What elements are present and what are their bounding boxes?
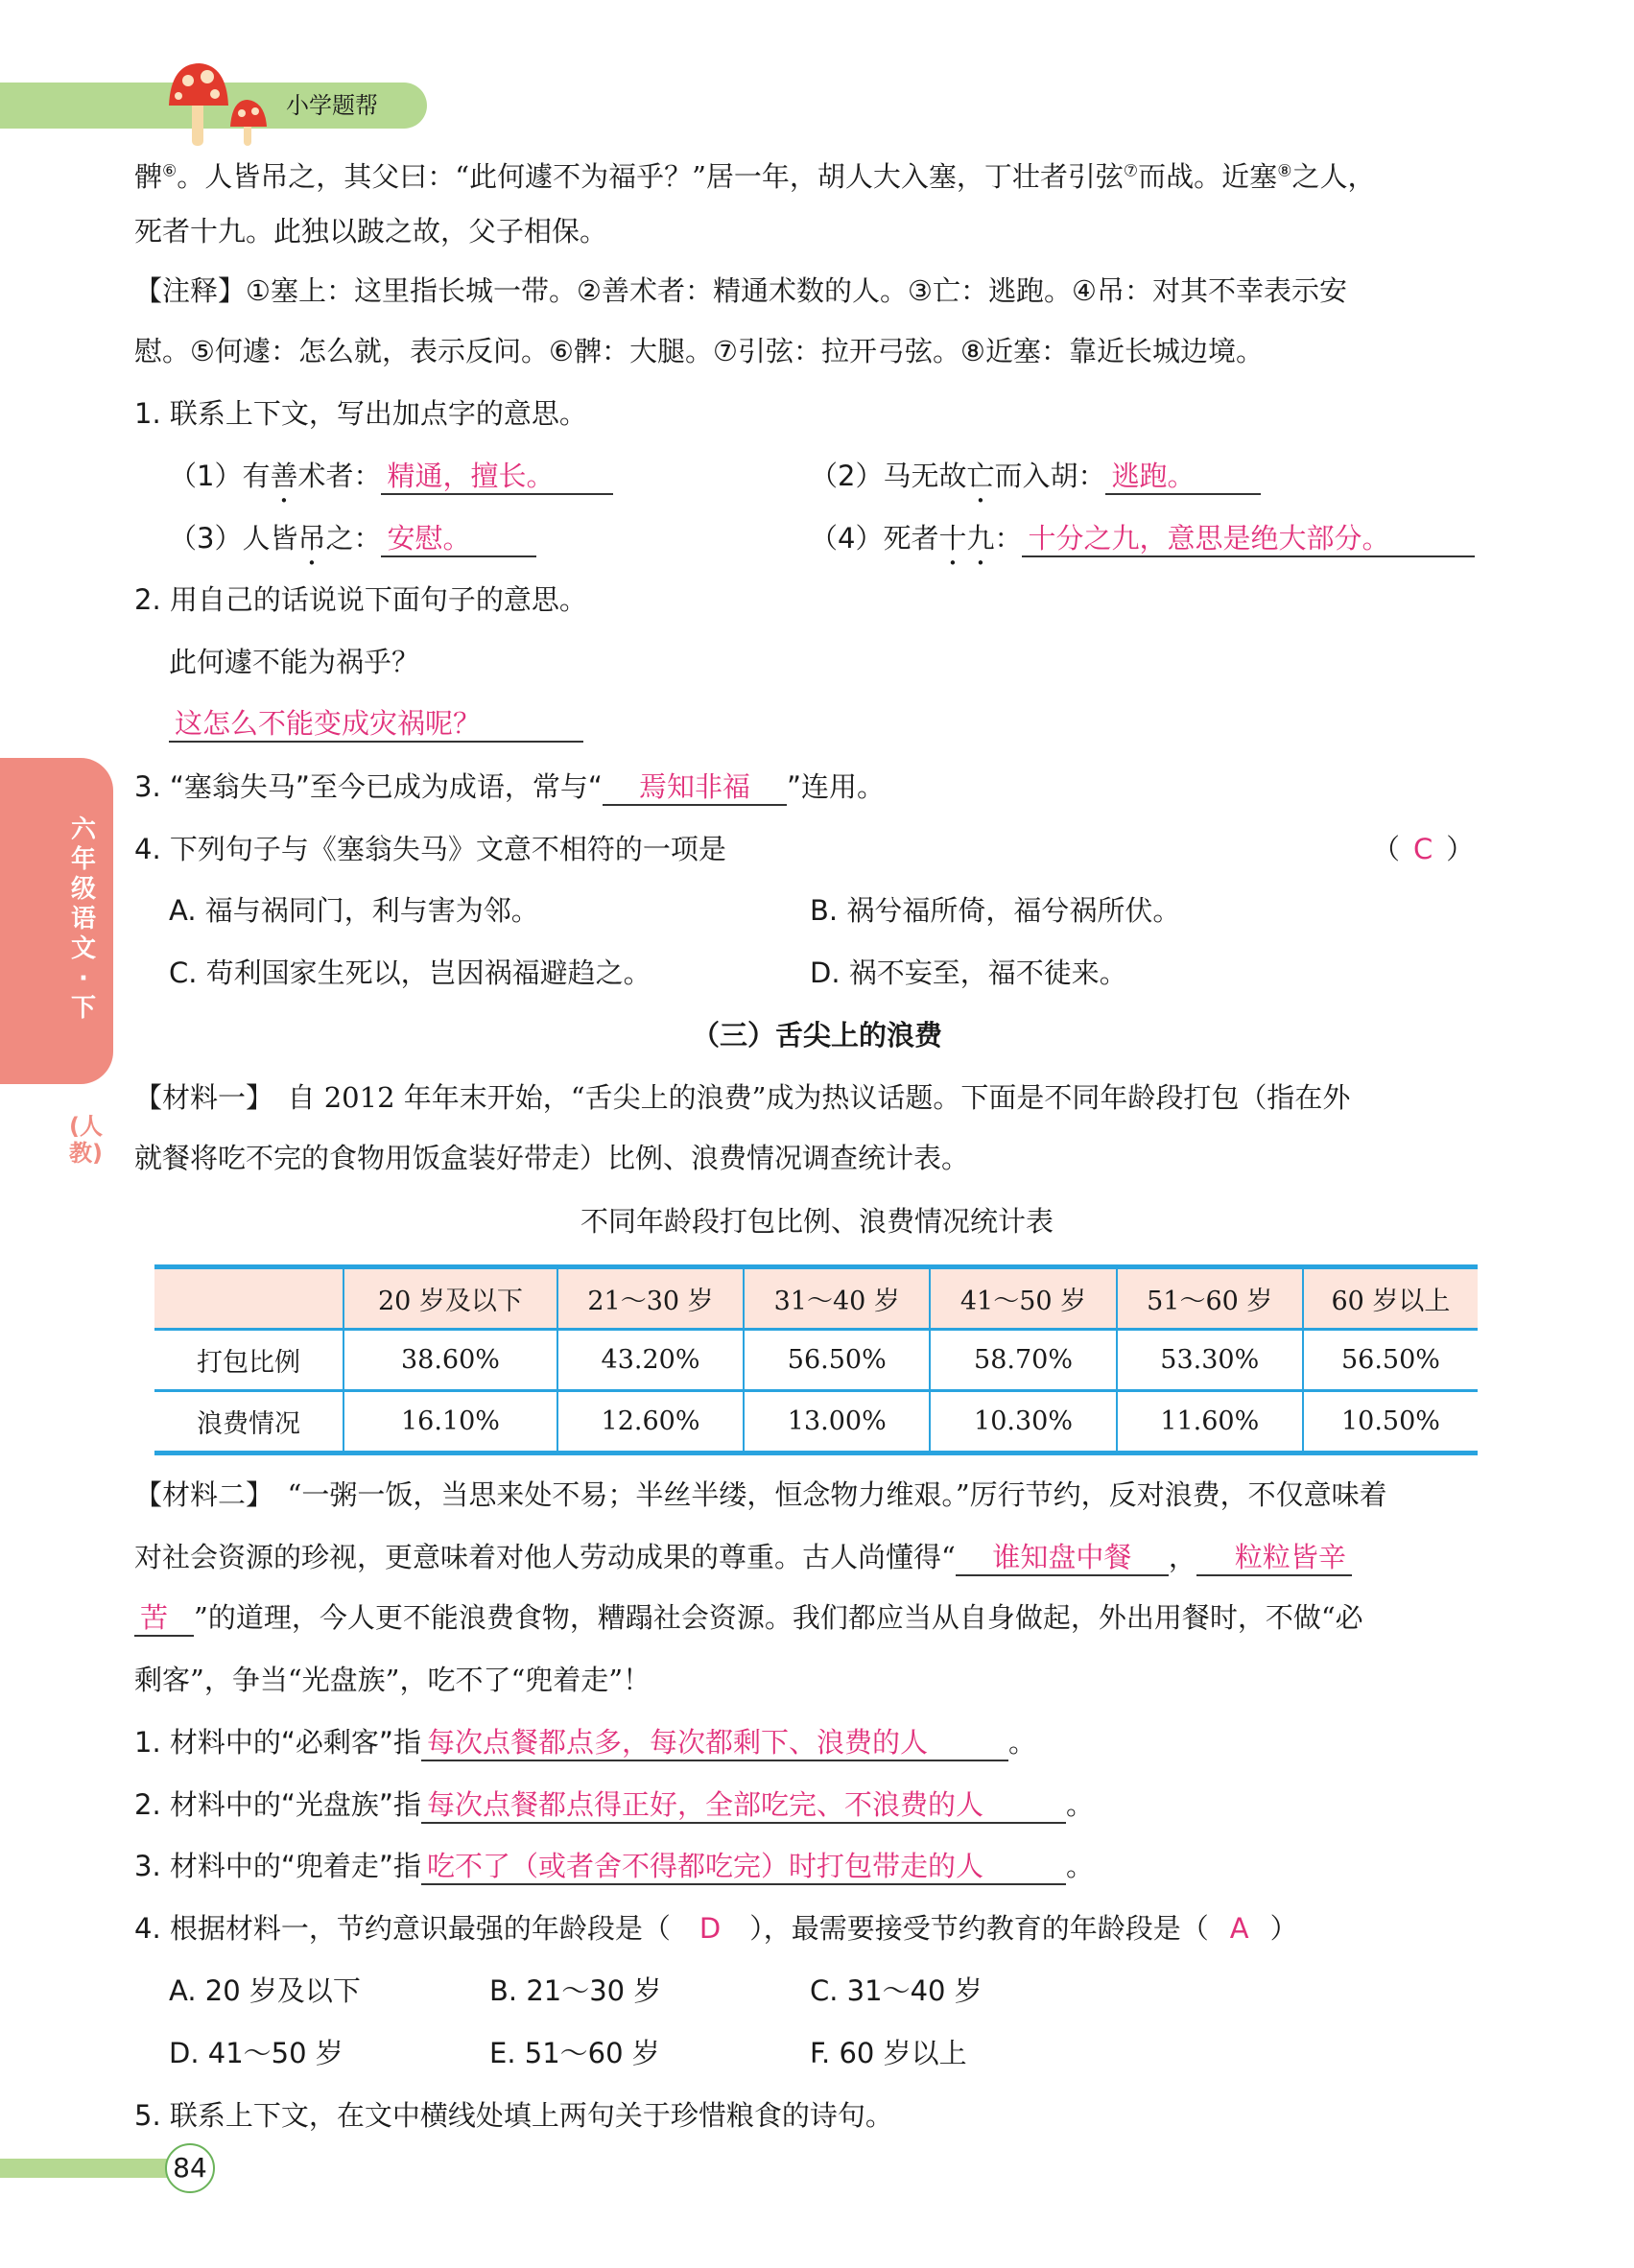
q1-item-1: （1）有善术者： 精通，擅长。: [169, 455, 613, 497]
footnote-ref: ⑥: [162, 161, 178, 181]
mq4-option: C. 31～40 岁: [810, 1974, 983, 2007]
table-title: 不同年龄段打包比例、浪费情况统计表: [580, 1205, 1054, 1238]
answer-field[interactable]: 每次点餐都点得正好，全部吃完、不浪费的人: [421, 1787, 1066, 1824]
grade-label: 六年级语文·下: [70, 815, 96, 1023]
text: 之人，: [1291, 160, 1376, 193]
mq4-option: E. 51～60 岁: [489, 2037, 660, 2069]
table-header-row: [154, 1267, 1478, 1330]
question-3: 3. “塞翁失马”至今已成为成语，常与“ 焉知非福 ”连用。: [134, 766, 885, 808]
material-question-3: 3. 材料中的“兜着走”指 吃不了（或者舍不得都吃完）时打包带走的人 。: [134, 1845, 1094, 1887]
mushroom-icon: [165, 59, 280, 148]
row-label: 打包比例: [197, 1348, 300, 1378]
material-1-line: 【材料一】 自 2012 年年末开始，“舌尖上的浪费”成为热议话题。下面是不同年龄段打包（指在外: [134, 1081, 1351, 1114]
material-2-line: 剩客”，争当“光盘族”，吃不了“兜着走”！: [134, 1664, 651, 1696]
q4-option: B. 祸兮福所倚，福兮祸所伏。: [810, 894, 1181, 927]
question-1: 1. 联系上下文，写出加点字的意思。: [134, 397, 587, 430]
page-number: 84: [165, 2143, 215, 2193]
row-label: 浪费情况: [197, 1409, 300, 1439]
question-2: 2. 用自己的话说说下面句子的意思。: [134, 583, 587, 616]
question-4: 4. 下列句子与《塞翁失马》文意不相符的一项是: [134, 833, 726, 865]
table-cell: 13.00%: [744, 1391, 930, 1453]
table-cell: 58.70%: [930, 1330, 1116, 1391]
header-cell: 31～40 岁: [744, 1267, 930, 1330]
notes-line: 【注释】①塞上：这里指长城一带。②善术者：精通术数的人。③亡：逃跑。④吊：对其不幸表示安: [134, 274, 1347, 307]
mq4-option: F. 60 岁以上: [810, 2037, 967, 2069]
footnote-ref: ⑧: [1277, 161, 1292, 181]
answer-field[interactable]: 吃不了（或者舍不得都吃完）时打包带走的人: [421, 1849, 1066, 1885]
passage-line: 死者十九。此独以跛之故，父子相保。: [134, 215, 608, 248]
table-cell: 16.10%: [343, 1391, 557, 1453]
table-cell: 10.30%: [930, 1391, 1116, 1453]
answer-field[interactable]: 精通，擅长。: [381, 459, 613, 495]
q4-option: C. 苟利国家生死以，岂因祸福避趋之。: [169, 957, 651, 989]
header-cell: 20 岁及以下: [343, 1267, 557, 1330]
q4-answer: （ C ）: [1372, 833, 1475, 865]
statistics-table: [154, 1264, 1478, 1455]
table-cell: 56.50%: [744, 1330, 930, 1391]
material-question-4: 4. 根据材料一，节约意识最强的年龄段是（ D ），最需要接受节约教育的年龄段是（ A ）: [134, 1912, 1298, 1945]
table-cell: 10.50%: [1303, 1391, 1478, 1453]
q2-sentence: 此何遽不能为祸乎？: [169, 646, 420, 678]
answer-field[interactable]: 谁知盘中餐: [956, 1540, 1169, 1576]
answer-field[interactable]: 每次点餐都点多，每次都剩下、浪费的人: [421, 1725, 1008, 1761]
q2-answer-line: [169, 702, 583, 744]
table-cell: 56.50%: [1303, 1330, 1478, 1391]
material-2-line: 【材料二】 “一粥一饭，当思来处不易；半丝半缕，恒念物力维艰。”厉行节约，反对浪费，不仅意味着: [134, 1478, 1387, 1511]
edition-label: (人教): [69, 1113, 103, 1167]
material-2-line: 苦 ”的道理，今人更不能浪费食物，糟蹋社会资源。我们都应当从自身做起，外出用餐时，不做“必: [134, 1596, 1363, 1639]
q4-option: A. 福与祸同门，利与害为邻。: [169, 894, 539, 927]
answer-field[interactable]: A: [1229, 1912, 1249, 1945]
header-cell: 51～60 岁: [1117, 1267, 1303, 1330]
mq4-option: A. 20 岁及以下: [169, 1974, 361, 2007]
brand-label: 小学题帮: [286, 92, 378, 119]
passage-line: [134, 155, 1375, 198]
material-2-line: 对社会资源的珍视，更意味着对他人劳动成果的尊重。古人尚懂得“ 谁知盘中餐 ， 粒粒皆辛: [134, 1536, 1352, 1578]
header-cell: 41～50 岁: [930, 1267, 1116, 1330]
q1-item-4: （4）死者十九： 十分之九，意思是绝大部分。: [810, 517, 1475, 559]
answer-field[interactable]: 苦: [134, 1600, 194, 1637]
material-question-2: 2. 材料中的“光盘族”指 每次点餐都点得正好，全部吃完、不浪费的人 。: [134, 1784, 1094, 1826]
text: 。人皆吊之，其父曰：“此何遽不为福乎？”居一年，胡人大入塞，丁壮者引弦: [177, 160, 1124, 193]
table-row: [154, 1391, 1478, 1453]
answer-field[interactable]: 逃跑。: [1105, 459, 1261, 495]
answer-field[interactable]: 粒粒皆辛: [1196, 1540, 1352, 1576]
answer-field[interactable]: D: [699, 1912, 722, 1945]
table-cell: 38.60%: [343, 1330, 557, 1391]
table-cell: 43.20%: [557, 1330, 744, 1391]
table-cell: 11.60%: [1117, 1391, 1303, 1453]
notes-line: 慰。⑤何遽：怎么就，表示反问。⑥髀：大腿。⑦引弦：拉开弓弦。⑧近塞：靠近长城边境。: [134, 335, 1264, 367]
text: 而战。近塞: [1138, 160, 1278, 193]
table-cell: 12.60%: [557, 1391, 744, 1453]
mq4-option: B. 21～30 岁: [489, 1974, 662, 2007]
q1-item-2: （2）马无故亡而入胡： 逃跑。: [810, 455, 1261, 497]
footer-bar: [0, 2159, 192, 2178]
answer-field[interactable]: 焉知非福: [603, 769, 787, 806]
table-row: [154, 1330, 1478, 1391]
answer-field[interactable]: 十分之九，意思是绝大部分。: [1022, 521, 1475, 557]
mq4-option: D. 41～50 岁: [169, 2037, 343, 2069]
header-cell: 21～30 岁: [557, 1267, 744, 1330]
footnote-ref: ⑦: [1123, 161, 1139, 181]
q4-option: D. 祸不妄至，福不徒来。: [810, 957, 1127, 989]
header-cell: [154, 1267, 343, 1330]
answer-field[interactable]: 安慰。: [381, 521, 536, 557]
text: 髀: [134, 160, 163, 193]
answer-field[interactable]: 这怎么不能变成灾祸呢？: [169, 706, 583, 743]
material-question-1: 1. 材料中的“必剩客”指 每次点餐都点多，每次都剩下、浪费的人 。: [134, 1721, 1036, 1763]
q1-item-3: （3）人皆吊之： 安慰。: [169, 517, 536, 559]
table-cell: 53.30%: [1117, 1330, 1303, 1391]
material-question-5: 5. 联系上下文，在文中横线处填上两句关于珍惜粮食的诗句。: [134, 2099, 893, 2132]
header-cell: 60 岁以上: [1303, 1267, 1478, 1330]
section-title: （三）舌尖上的浪费: [691, 1019, 942, 1051]
answer-field[interactable]: C: [1413, 833, 1433, 865]
material-1-line: 就餐将吃不完的食物用饭盒装好带走）比例、浪费情况调查统计表。: [134, 1142, 970, 1174]
